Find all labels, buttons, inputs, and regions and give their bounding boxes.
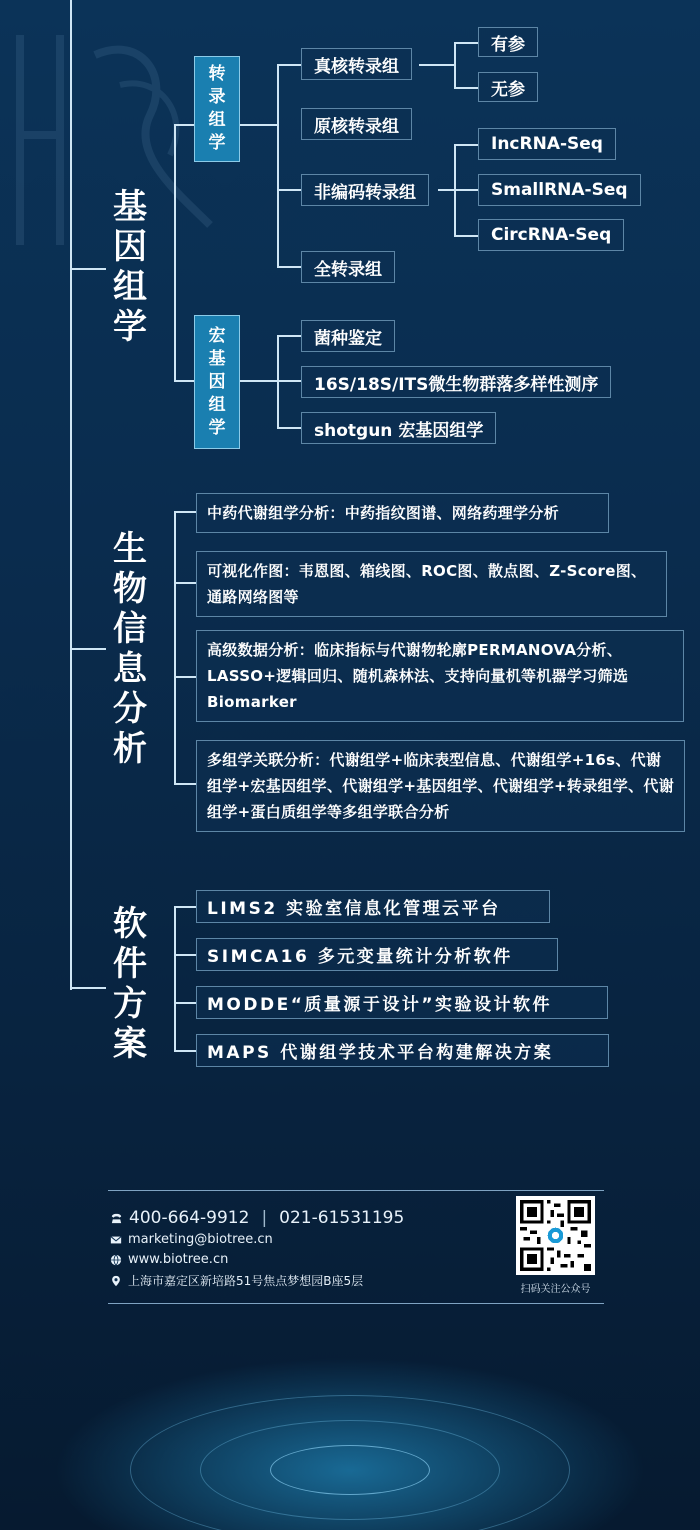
- connector: [277, 427, 301, 429]
- website-url[interactable]: www.biotree.cn: [128, 1252, 229, 1267]
- phone-number-1[interactable]: 400-664-9912: [129, 1208, 250, 1228]
- connector: [174, 906, 196, 908]
- decorative-ring: [270, 1445, 430, 1495]
- main-timeline: [70, 0, 72, 990]
- connector: [174, 511, 196, 513]
- with-reference-box: 有参: [478, 27, 538, 57]
- phone-row: [110, 1208, 404, 1228]
- connector: [174, 380, 194, 382]
- prokaryotic-transcriptome-box: 原核转录组: [301, 108, 412, 140]
- connector: [454, 189, 478, 191]
- phone-icon: [110, 1212, 123, 1225]
- qr-code[interactable]: [516, 1196, 595, 1275]
- bioinfo-item-tcm: 中药代谢组学分析：中药指纹图谱、网络药理学分析: [196, 493, 609, 533]
- metagenomics-label: 宏基因组学: [208, 325, 226, 438]
- connector: [174, 783, 196, 785]
- website-row: [110, 1252, 228, 1267]
- qr-caption: 扫码关注公众号: [520, 1284, 591, 1295]
- connector: [454, 87, 478, 89]
- amplicon-sequencing-box: 16S/18S/ITS微生物群落多样性测序: [301, 366, 611, 398]
- phone-separator: |: [261, 1208, 268, 1228]
- transcriptomics-branch: [277, 64, 279, 268]
- email-address[interactable]: marketing@biotree.cn: [128, 1232, 273, 1247]
- metagenomics-label-box: [194, 315, 240, 449]
- eukaryotic-branch: [454, 42, 456, 88]
- circrna-seq-box: CircRNA-Seq: [478, 219, 624, 251]
- tick-bioinformatics: [70, 648, 106, 650]
- strain-identification-box: 菌种鉴定: [301, 320, 395, 352]
- email-row: [110, 1232, 273, 1247]
- transcriptomics-label: 转录组学: [208, 64, 226, 153]
- connector: [174, 124, 194, 126]
- tick-genomics: [70, 268, 106, 270]
- connector: [454, 235, 478, 237]
- footer-bottom-rule: [108, 1303, 604, 1304]
- software-item-simca16: SIMCA16 多元变量统计分析软件: [196, 938, 558, 971]
- connector: [174, 1002, 196, 1004]
- tick-software: [70, 987, 106, 989]
- software-bracket: [174, 906, 176, 1051]
- connector: [174, 954, 196, 956]
- connector: [419, 64, 455, 66]
- connector: [174, 676, 196, 678]
- bioinformatics-title: 生物信息分析: [113, 531, 147, 768]
- genomics-bracket: [174, 124, 176, 382]
- shotgun-metagenomics-box: shotgun 宏基因组学: [301, 412, 496, 444]
- software-item-lims2: LIMS2 实验室信息化管理云平台: [196, 890, 550, 923]
- smallrna-seq-box: SmallRNA-Seq: [478, 174, 641, 206]
- software-item-maps: MAPS 代谢组学技术平台构建解决方案: [196, 1034, 609, 1067]
- software-item-modde: MODDE“质量源于设计”实验设计软件: [196, 986, 608, 1019]
- connector: [277, 380, 301, 382]
- connector: [454, 144, 478, 146]
- connector: [240, 380, 278, 382]
- connector: [277, 335, 301, 337]
- lncrna-seq-box: IncRNA-Seq: [478, 128, 616, 160]
- connector: [240, 124, 278, 126]
- connector: [174, 1050, 196, 1052]
- phone-number-2[interactable]: 021-61531195: [279, 1208, 405, 1228]
- globe-icon: [110, 1254, 122, 1266]
- noncoding-transcriptome-box: 非编码转录组: [301, 174, 429, 206]
- software-title: 软件方案: [113, 906, 147, 1063]
- connector: [454, 42, 478, 44]
- connector: [277, 189, 301, 191]
- connector: [277, 266, 301, 268]
- connector: [174, 582, 196, 584]
- whole-transcriptome-box: 全转录组: [301, 251, 395, 283]
- street-address: 上海市嘉定区新培路51号焦点梦想园B座5层: [128, 1274, 364, 1288]
- connector: [277, 64, 301, 66]
- bioinfo-item-multiomics: 多组学关联分析：代谢组学+临床表型信息、代谢组学+16s、代谢组学+宏基因组学、代谢组学+基因组学、代谢组学+转录组学、代谢组学+蛋白质组学等多组学联合分析: [196, 740, 685, 832]
- bioinformatics-bracket: [174, 511, 176, 785]
- mail-icon: [110, 1234, 122, 1246]
- bioinfo-item-visualization: 可视化作图：韦恩图、箱线图、ROC图、散点图、Z-Score图、通路网络图等: [196, 551, 667, 617]
- eukaryotic-transcriptome-box: 真核转录组: [301, 48, 412, 80]
- genomics-title: 基因组学: [113, 189, 147, 346]
- location-pin-icon: [110, 1275, 122, 1287]
- bioinfo-item-advanced-analysis: 高级数据分析：临床指标与代谢物轮廓PERMANOVA分析、LASSO+逻辑回归、随机森林法、支持向量机等机器学习筛选Biomarker: [196, 630, 684, 722]
- qr-code-pattern: [520, 1200, 591, 1271]
- connector: [438, 189, 455, 191]
- transcriptomics-label-box: [194, 56, 240, 162]
- no-reference-box: 无参: [478, 72, 538, 102]
- footer-top-rule: [108, 1190, 604, 1191]
- address-row: [110, 1272, 363, 1289]
